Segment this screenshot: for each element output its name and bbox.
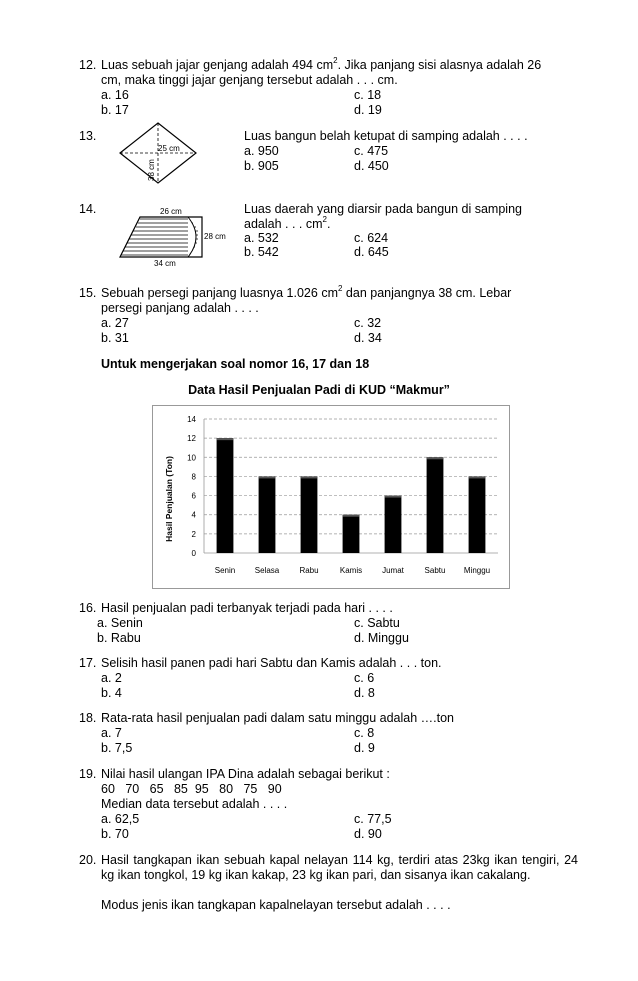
option-b: b. 4 <box>101 686 122 700</box>
question-number: 19. <box>79 767 97 781</box>
rhombus-figure <box>118 121 198 185</box>
option-a: a. 16 <box>101 88 129 102</box>
question-text-line-3: Median data tersebut adalah . . . . <box>101 797 288 811</box>
y-tick-label: 12 <box>187 434 196 444</box>
y-tick-label: 4 <box>191 510 196 520</box>
question-number: 13. <box>79 129 97 143</box>
option-a: a. Senin <box>97 616 143 630</box>
bar-kamis <box>343 515 360 553</box>
question-text-line-2: persegi panjang adalah . . . . <box>101 301 259 315</box>
question-text-last-line: Modus jenis ikan tangkapan kapalnelayan tersebut adalah . . . . <box>101 898 451 912</box>
option-c: c. 32 <box>354 316 382 330</box>
bar-senin <box>217 438 234 553</box>
question-text: Rata-rata hasil penjualan padi dalam satu minggu adalah ….ton <box>101 711 455 725</box>
y-axis-label: Hasil Penjualan (Ton) <box>164 456 174 542</box>
y-tick-label: 8 <box>191 472 196 482</box>
option-b: b. Rabu <box>97 631 141 645</box>
option-d: d. 90 <box>354 827 382 841</box>
bar-top-highlight <box>385 496 402 498</box>
question-text: Hasil tangkapan ikan sebuah kapal nelayan 114 kg, terdiri atas 23kg ikan tengiri, 24 kg ikan tongkol, 19 kg ikan kakap, 23 kg ikan pari, dan sisanya ikan cakalang. <box>101 853 578 882</box>
question-text-line-2: adalah . . . $cm^2$. <box>244 215 331 231</box>
x-tick-label: Jumat <box>382 566 404 575</box>
option-d: d. 9 <box>354 741 375 755</box>
chart-frame <box>153 406 510 589</box>
option-b: b. 31 <box>101 331 129 345</box>
question-number: 17. <box>79 656 97 670</box>
bar-jumat <box>385 496 402 553</box>
bar-selasa <box>259 476 276 553</box>
question-number: 12. <box>79 58 97 72</box>
bar-top-highlight <box>469 476 486 478</box>
option-c: c. 18 <box>354 88 382 102</box>
x-tick-label: Selasa <box>254 566 280 575</box>
right-label: 28 cm <box>204 232 226 241</box>
question-text: Hasil penjualan padi terbanyak terjadi pada hari . . . . <box>101 601 393 615</box>
option-d: d. 19 <box>354 103 382 117</box>
question-text-line-1: Luas daerah yang diarsir pada bangun di samping <box>244 202 522 216</box>
bar-rabu <box>301 476 318 553</box>
option-a: a. 2 <box>101 671 122 685</box>
question-number: 14. <box>79 202 97 216</box>
question-number: 16. <box>79 601 97 615</box>
option-b: b. 905 <box>244 159 279 173</box>
question-text-line-2: cm, maka tinggi jajar genjang tersebut adalah . . . cm. <box>101 73 398 87</box>
bar-top-highlight <box>343 515 360 517</box>
option-c: c. 8 <box>354 726 375 740</box>
bar-top-highlight <box>427 457 444 459</box>
question-text-line-1: Sebuah persegi panjang luasnya 1.026 $cm^2$ dan panjangnya 38 cm. Lebar <box>101 284 512 300</box>
side-label: 25 cm <box>158 144 180 153</box>
bar-sabtu <box>427 457 444 553</box>
data-values: 60 70 65 85 95 80 75 90 <box>101 782 282 796</box>
question-text-line-1: Nilai hasil ulangan IPA Dina adalah sebagai berikut : <box>101 767 390 781</box>
x-tick-label: Minggu <box>463 566 491 575</box>
question-number: 20. <box>79 853 97 867</box>
option-a: a. 532 <box>244 231 279 245</box>
bar-top-highlight <box>259 476 276 478</box>
option-d: d. Minggu <box>354 631 409 645</box>
question-number: 15. <box>79 286 97 300</box>
option-a: a. 7 <box>101 726 122 740</box>
option-d: d. 8 <box>354 686 375 700</box>
y-tick-label: 10 <box>187 453 196 463</box>
sales-bar-chart <box>152 405 510 589</box>
bar-top-highlight <box>217 438 234 440</box>
instruction-text: Untuk mengerjakan soal nomor 16, 17 dan 18 <box>101 357 370 371</box>
option-a: a. 62,5 <box>101 812 140 826</box>
y-tick-label: 0 <box>191 549 196 558</box>
trapezoid-figure <box>118 205 230 267</box>
chart-title: Data Hasil Penjualan Padi di KUD “Makmur” <box>188 383 450 397</box>
option-c: c. Sabtu <box>354 616 400 630</box>
option-a: a. 27 <box>101 316 129 330</box>
question-text-line-1: Luas sebuah jajar genjang adalah 494 $cm^2$. Jika panjang sisi alasnya adalah 26 <box>101 56 542 72</box>
option-b: b. 70 <box>101 827 129 841</box>
x-tick-label: Kamis <box>339 566 363 575</box>
option-b: b. 17 <box>101 103 129 117</box>
bar-minggu <box>469 476 486 553</box>
question-text: Selisih hasil panen padi hari Sabtu dan Kamis adalah . . . ton. <box>101 656 442 670</box>
option-c: c. 77,5 <box>354 812 392 826</box>
y-tick-label: 14 <box>187 415 196 424</box>
diagonal-label: 38 cm <box>147 159 156 181</box>
x-tick-label: Rabu <box>299 566 319 575</box>
bottom-label: 34 cm <box>154 259 176 267</box>
y-tick-label: 2 <box>191 529 196 539</box>
option-c: c. 624 <box>354 231 389 245</box>
option-c: c. 6 <box>354 671 375 685</box>
y-tick-label: 6 <box>191 491 196 501</box>
question-text: Luas bangun belah ketupat di samping adalah . . . . <box>244 129 528 143</box>
option-d: d. 34 <box>354 331 382 345</box>
option-b: b. 7,5 <box>101 741 133 755</box>
option-d: d. 450 <box>354 159 389 173</box>
top-label: 26 cm <box>160 207 182 216</box>
x-tick-label: Sabtu <box>424 566 446 575</box>
question-number: 18. <box>79 711 97 725</box>
option-b: b. 542 <box>244 245 279 259</box>
bar-top-highlight <box>301 476 318 478</box>
option-a: a. 950 <box>244 144 279 158</box>
option-d: d. 645 <box>354 245 389 259</box>
option-c: c. 475 <box>354 144 389 158</box>
x-tick-label: Senin <box>214 566 236 575</box>
